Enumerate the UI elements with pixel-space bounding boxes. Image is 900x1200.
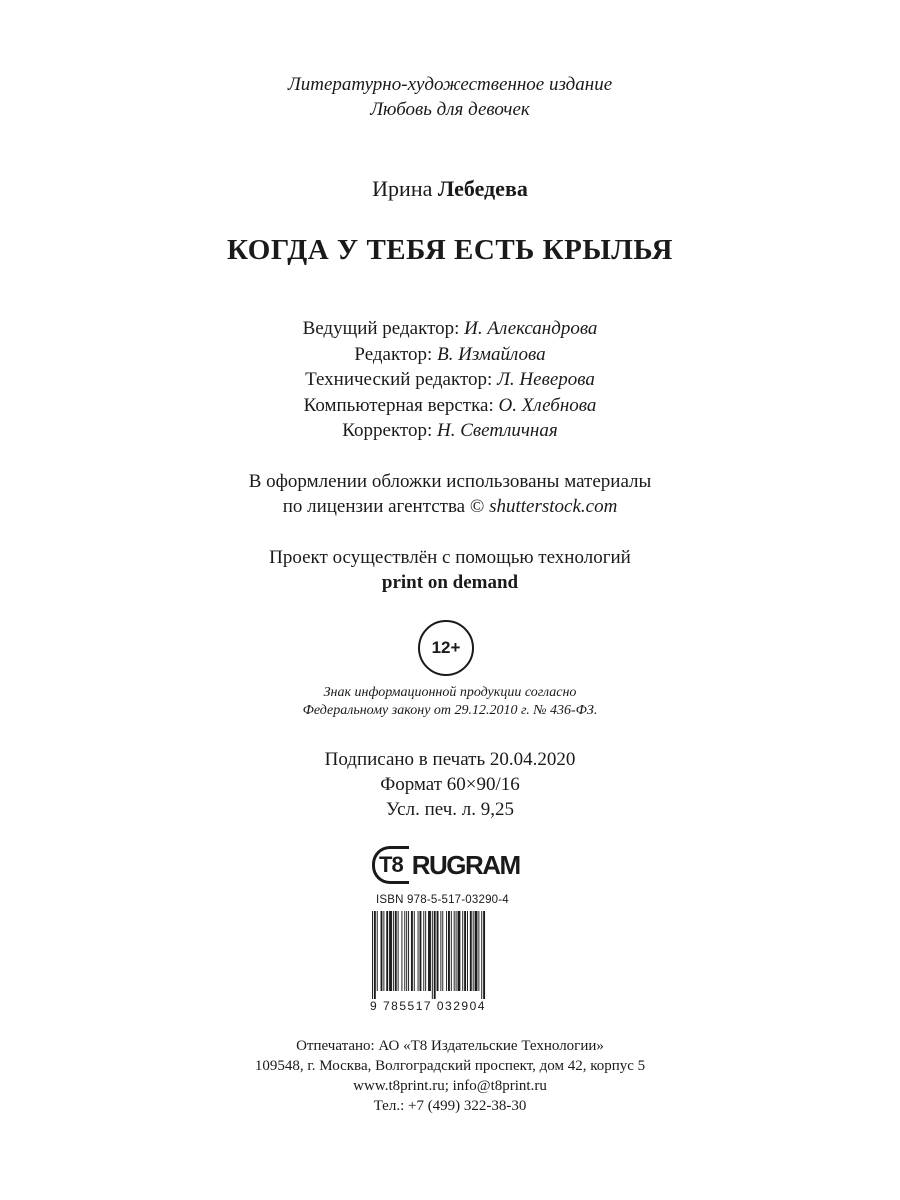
barcode-bar xyxy=(437,911,439,991)
barcode-bar xyxy=(418,911,419,991)
barcode-bar xyxy=(467,911,468,991)
barcode-bar xyxy=(395,911,397,991)
law-note xyxy=(0,684,900,720)
barcode-bar xyxy=(401,911,402,991)
barcode-bar xyxy=(448,911,450,991)
barcode-bar xyxy=(411,911,413,991)
barcode-bar xyxy=(425,911,426,991)
barcode-bar xyxy=(393,911,394,991)
barcode-bar xyxy=(374,911,376,999)
credit-role: Технический редактор: xyxy=(305,369,493,390)
cover-credits xyxy=(0,469,900,519)
credit-line xyxy=(0,393,900,419)
credit-name: Л. Неверова xyxy=(497,369,595,390)
age-rating-badge: 12+ xyxy=(418,620,474,676)
credit-role: Ведущий редактор: xyxy=(302,318,460,339)
credits-block xyxy=(0,316,900,444)
barcode-bar xyxy=(451,911,452,991)
barcode-bar xyxy=(462,911,463,991)
barcode-bar xyxy=(398,911,399,991)
project-technology: print on demand xyxy=(381,572,519,593)
project-line: Проект осуществлён с помощью технологий xyxy=(269,547,631,568)
credit-name: В. Измайлова xyxy=(437,343,546,365)
barcode-bar xyxy=(377,911,378,991)
printer-address: 109548, г. Москва, Волгоградский проспект, дом 42, корпус 5 xyxy=(254,1058,646,1074)
printed-sheets: Усл. печ. л. 9,25 xyxy=(386,799,514,820)
cover-credits-line xyxy=(0,494,900,519)
credit-line xyxy=(0,418,900,444)
barcode-bar xyxy=(440,911,441,991)
credit-name: О. Хлебнова xyxy=(498,394,597,416)
barcode-bar xyxy=(408,911,409,991)
barcode-bar xyxy=(386,911,388,991)
barcode-bar xyxy=(404,911,405,991)
credit-name: И. Александрова xyxy=(464,318,598,339)
barcode-bar xyxy=(470,911,472,991)
book-title: КОГДА У ТЕБЯ ЕСТЬ КРЫЛЬЯ xyxy=(227,234,673,266)
credit-name: Н. Светличная xyxy=(437,420,558,441)
printer-phone: Тел.: +7 (499) 322-38-30 xyxy=(373,1098,527,1114)
barcode-bar xyxy=(406,911,407,991)
barcode-bar xyxy=(414,911,415,991)
printer-name: Отпечатано: АО «Т8 Издательские Технологии» xyxy=(296,1038,604,1054)
publication-type: Литературно-художественное издание xyxy=(287,74,613,95)
barcode-bar xyxy=(458,911,461,991)
barcode-bar xyxy=(454,911,455,991)
barcode-digits: 9 785517 032904 xyxy=(370,999,486,1013)
author-first-name: Ирина xyxy=(372,176,433,201)
series-name: Любовь для девочек xyxy=(370,99,530,120)
signed-date: Подписано в печать 20.04.2020 xyxy=(324,749,576,770)
publisher-logo xyxy=(372,846,520,884)
barcode-bar xyxy=(446,911,447,991)
print-info xyxy=(0,747,900,822)
author-last-name: Лебедева xyxy=(437,176,528,201)
barcode-bar xyxy=(464,911,466,991)
barcode-bar xyxy=(372,911,373,999)
credit-role: Компьютерная верстка: xyxy=(303,394,494,416)
law-note-line: Знак информационной продукции согласно xyxy=(323,685,577,700)
license-prefix: по лицензии агентства © xyxy=(282,496,485,517)
barcode-bar xyxy=(475,911,478,991)
barcode-bar xyxy=(383,911,384,991)
credit-line xyxy=(0,342,900,368)
barcode-bar xyxy=(442,911,443,991)
barcode-bar xyxy=(423,911,424,991)
project-note xyxy=(0,545,900,595)
credit-line xyxy=(0,316,900,342)
license-site: shutterstock.com xyxy=(489,496,618,517)
barcode-bar xyxy=(432,911,433,999)
cover-credits-line: В оформлении обложки использованы материалы xyxy=(248,471,652,492)
series-block xyxy=(0,72,900,122)
law-note-line: Федеральному закону от 29.12.2010 г. № 436-ФЗ. xyxy=(302,703,598,718)
credit-line xyxy=(0,367,900,393)
printer-info xyxy=(0,1036,900,1116)
barcode-bar xyxy=(389,911,392,991)
isbn-label: ISBN 978-5-517-03290-4 xyxy=(376,894,509,906)
barcode-bar xyxy=(420,911,422,991)
barcode-bar xyxy=(381,911,383,991)
barcode-bar xyxy=(434,911,436,999)
barcode-bar xyxy=(456,911,457,991)
author-name xyxy=(0,176,900,202)
credit-role: Редактор: xyxy=(354,343,433,365)
barcode-bar xyxy=(483,911,485,999)
credit-role: Корректор: xyxy=(342,420,433,441)
logo-wordmark: RUGRAM xyxy=(411,849,520,880)
printer-web: www.t8print.ru; info@t8print.ru xyxy=(353,1078,547,1094)
logo-mark: T8 xyxy=(372,846,409,884)
isbn-barcode xyxy=(368,893,534,1019)
book-format: Формат 60×90/16 xyxy=(380,774,520,795)
barcode-bar xyxy=(473,911,474,991)
barcode-bar xyxy=(428,911,431,991)
barcode-bar xyxy=(478,911,479,991)
barcode-bars xyxy=(368,911,534,999)
barcode-bar xyxy=(481,911,482,999)
